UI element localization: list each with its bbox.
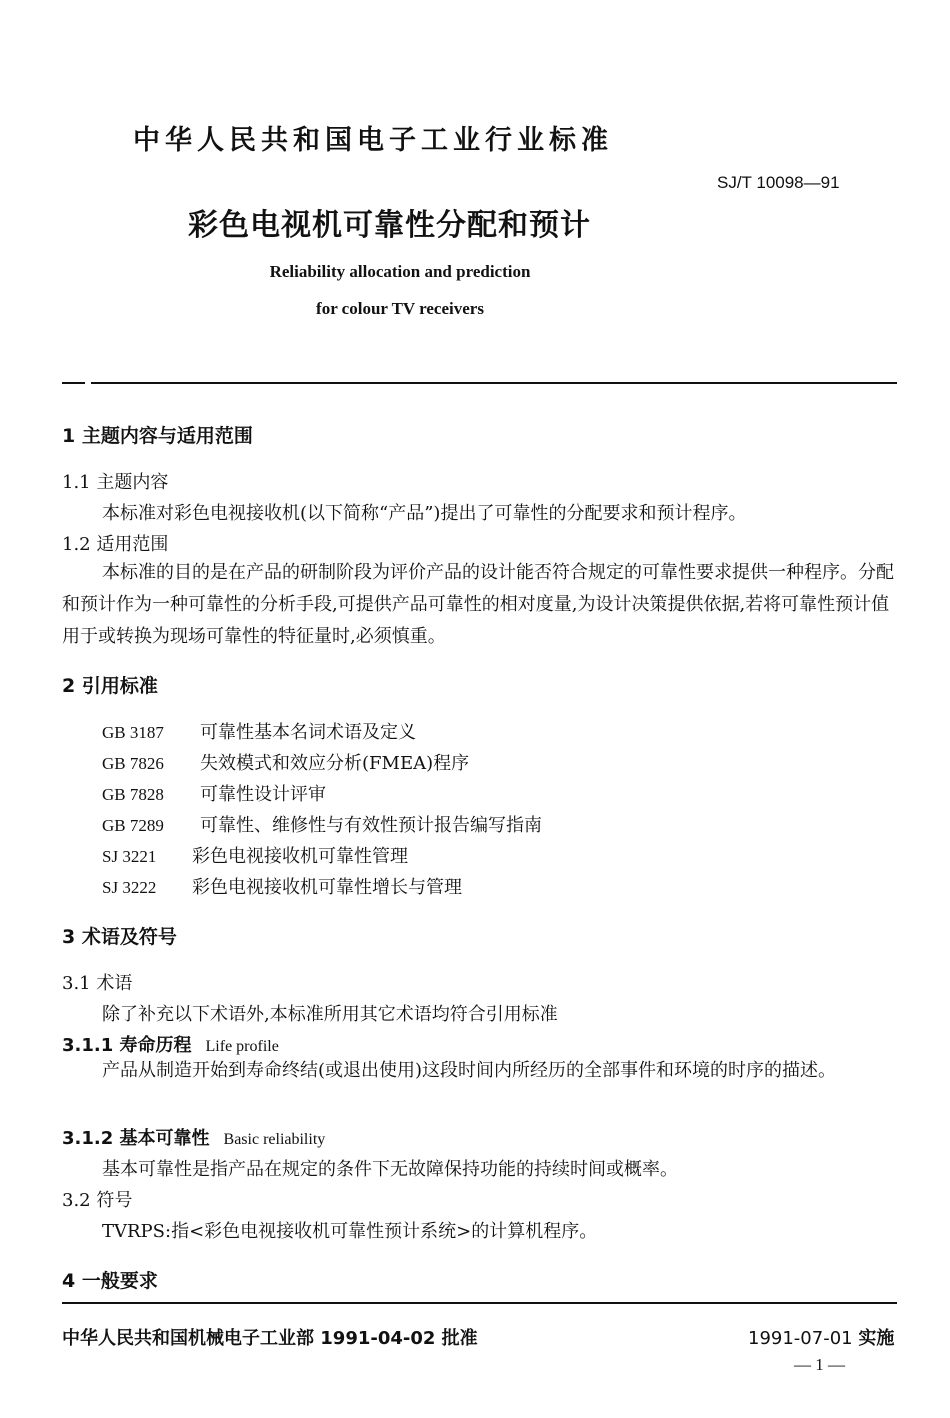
issuing-authority: 中华人民共和国机械电子工业部 1991-04-02 批准 [62, 1328, 478, 1349]
section-3-1-2-heading [62, 1124, 325, 1150]
reference-code: GB 7826 [102, 754, 164, 773]
effective-date: 1991-07-01 [748, 1328, 853, 1349]
section-1-2-heading: 1.2 适用范围 [62, 534, 169, 555]
section-3-1-2-title: 3.1.2 基本可靠性 [62, 1128, 210, 1149]
standard-header-title: 中华人民共和国电子工业行业标准 [133, 125, 613, 156]
reference-title: 可靠性、维修性与有效性预计报告编写指南 [200, 815, 542, 836]
section-1-2-text: 本标准的目的是在产品的研制阶段为评价产品的设计能否符合规定的可靠性要求提供一种程序。分配和预计作为一种可靠性的分析手段,可提供产品可靠性的相对度量,为设计决策提供依据,若将可靠性预计值用于或转换为现场可靠性的特征量时,必须慎重。 [62, 562, 894, 647]
header-divider-gap [85, 381, 91, 385]
section-3-1-1-paragraph [62, 1055, 897, 1087]
reference-title: 可靠性设计评审 [200, 784, 326, 805]
reference-title: 可靠性基本名词术语及定义 [200, 722, 416, 743]
section-3-2-heading: 3.2 符号 [62, 1190, 133, 1211]
reference-title: 失效模式和效应分析(FMEA)程序 [200, 753, 470, 774]
standard-number: SJ/T 10098—91 [717, 173, 840, 192]
reference-item [102, 780, 326, 806]
reference-code: GB 7289 [102, 816, 164, 835]
section-3-1-heading: 3.1 术语 [62, 973, 133, 994]
section-3-1-1-en-term: Life profile [205, 1038, 279, 1055]
reference-code: GB 7828 [102, 785, 164, 804]
header-divider [62, 382, 897, 384]
document-title-en-line1: Reliability allocation and prediction [269, 262, 531, 281]
reference-item [102, 873, 462, 899]
section-1-1-text: 本标准对彩色电视接收机(以下简称“产品”)提出了可靠性的分配要求和预计程序。 [102, 503, 747, 524]
section-1-2-paragraph [62, 557, 897, 653]
reference-item [102, 842, 408, 868]
document-title-en-line2: for colour TV receivers [316, 299, 484, 318]
reference-item [102, 811, 542, 837]
section-4-heading: 4 一般要求 [62, 1270, 158, 1292]
section-3-1-1-heading [62, 1031, 279, 1057]
footer-divider [62, 1302, 897, 1304]
reference-code: GB 3187 [102, 723, 164, 742]
document-title-cn: 彩色电视机可靠性分配和预计 [188, 208, 591, 243]
section-3-heading: 3 术语及符号 [62, 926, 177, 948]
section-3-1-1-text: 产品从制造开始到寿命终结(或退出使用)这段时间内所经历的全部事件和环境的时序的描述。 [102, 1060, 837, 1081]
section-3-2-text: TVRPS:指<彩色电视接收机可靠性预计系统>的计算机程序。 [102, 1221, 598, 1242]
section-2-heading: 2 引用标准 [62, 675, 158, 697]
effective-label: 实施 [858, 1328, 895, 1349]
section-3-1-1-title: 3.1.1 寿命历程 [62, 1035, 192, 1056]
reference-item [102, 718, 416, 744]
effective-date-line [748, 1324, 894, 1350]
section-3-1-text: 除了补充以下术语外,本标准所用其它术语均符合引用标准 [102, 1004, 558, 1025]
reference-title: 彩色电视接收机可靠性管理 [192, 846, 408, 867]
section-1-heading: 1 主题内容与适用范围 [62, 425, 253, 447]
section-1-1-heading: 1.1 主题内容 [62, 472, 169, 493]
section-3-1-2-en-term: Basic reliability [223, 1131, 326, 1148]
page-number: — 1 — [794, 1355, 845, 1374]
section-3-1-2-text: 基本可靠性是指产品在规定的条件下无故障保持功能的持续时间或概率。 [102, 1159, 678, 1180]
reference-code: SJ 3222 [102, 878, 157, 897]
reference-title: 彩色电视接收机可靠性增长与管理 [192, 877, 462, 898]
reference-code: SJ 3221 [102, 847, 157, 866]
reference-item [102, 749, 469, 775]
